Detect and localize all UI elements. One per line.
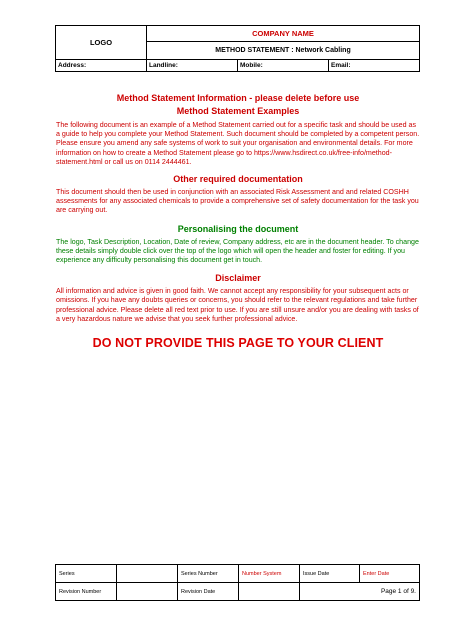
revision-number-value xyxy=(117,583,178,601)
company-name: COMPANY NAME xyxy=(147,26,420,42)
client-warning: DO NOT PROVIDE THIS PAGE TO YOUR CLIENT xyxy=(92,336,384,351)
examples-heading: Method Statement Examples xyxy=(176,106,300,116)
personalising-heading: Personalising the document xyxy=(177,223,299,234)
footer-table xyxy=(55,564,420,601)
disclaimer-text: All information and advice is given in good faith. We cannot accept any responsibility for your subsequent acts or omissions. If you have any doubts queries or concerns, you should refer to the relevant regulations and take further professional advice. Please delete all red text prior to use. If you are still unsure and/or you are dealing with tasks of a very hazardous nature we advise that you seek further professional advice. xyxy=(56,287,419,323)
other-docs-heading: Other required documentation xyxy=(173,174,303,185)
revision-number-label: Revision Number xyxy=(56,583,117,601)
personalising-text: The logo, Task Description, Location, Date of review, Company address, etc are in the document header. To change these details simply double click over the top of the logo which will open the header and foster for editing. If you experience any difficulty personalising this document get in touch. xyxy=(56,237,419,265)
email-label: Email: xyxy=(329,60,420,72)
address-label: Address: xyxy=(56,60,147,72)
disclaimer-heading: Disclaimer xyxy=(215,273,261,284)
mobile-label: Mobile: xyxy=(238,60,329,72)
revision-date-label: Revision Date xyxy=(178,583,239,601)
series-label: Series xyxy=(56,565,117,583)
revision-date-value xyxy=(239,583,300,601)
info-title: Method Statement Information - please delete before use xyxy=(116,93,360,103)
header-table xyxy=(55,25,420,72)
issue-date-value: Enter Date xyxy=(360,565,420,583)
content-area xyxy=(56,93,420,350)
landline-label: Landline: xyxy=(147,60,238,72)
series-value xyxy=(117,565,178,583)
other-docs-text: This document should then be used in conjunction with an associated Risk Assessment and and related COSHH assessments for any associated chemicals to provide a comprehensive set of safety documentation for the task you are carrying out. xyxy=(56,188,419,215)
logo: LOGO xyxy=(56,26,147,60)
examples-text: The following document is an example of a Method Statement carried out for a specific task and should be used as a guide to help you complete your Method Statement. Such document should be completed by a competent person. Please ensure you amend any safe systems of work to suit your organisation and environmental details. For more information on how to create a Method Statement please go to https://www.hsdirect.co.uk/free-info/method-statement.html or call us on 0114 2444461. xyxy=(56,121,420,166)
method-statement-title: METHOD STATEMENT : Network Cabling xyxy=(147,42,420,60)
issue-date-label: Issue Date xyxy=(300,565,360,583)
series-number-value: Number System xyxy=(239,565,300,583)
series-number-label: Series Number xyxy=(178,565,239,583)
page-number: Page 1 of 9. xyxy=(300,583,420,601)
